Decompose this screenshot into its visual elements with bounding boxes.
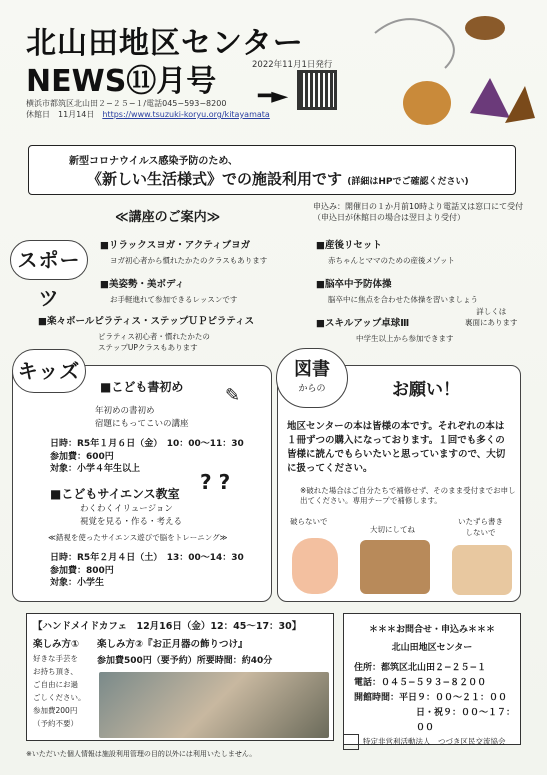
banner-line1: 新型コロナウイルス感染予防のため、	[69, 156, 238, 167]
contact-phone: 電話：０４５−５９３−８２００	[354, 678, 487, 688]
library-label	[276, 348, 348, 408]
apply-note-1: 申込み：開催日の１か月前10時より電話又は窓口にて受付	[313, 202, 524, 211]
course-desc: 中学生以上から参加できます	[356, 334, 454, 343]
newsletter-title: 北山田地区センター	[26, 26, 304, 61]
event-desc: ≪錯視を使ったサイエンス遊びで脳をトレーニング≫	[48, 533, 228, 542]
contact-hours: 開館時間：平日９：００〜２１：００	[354, 693, 508, 703]
library-caption: 大切にしてね	[370, 525, 415, 534]
part1-desc: 好きな手芸を お持ち頂き、 ご自由にお過 ごしください。 参加費200円 （予約不要）	[33, 654, 86, 728]
library-caption: いたずら書き しないで	[458, 517, 503, 537]
sports-label: スポーツ	[10, 240, 88, 280]
sports-left-list-3	[38, 313, 318, 353]
kids-event1-desc	[95, 405, 189, 430]
covid-banner	[28, 145, 516, 195]
apply-note	[313, 201, 523, 223]
event-desc: 宿題にもってこいの講座	[95, 418, 189, 429]
banner-note: (詳細はHPでご確認ください)	[347, 177, 469, 187]
kids-label: キッズ	[12, 349, 86, 393]
course-name: ■リラックスヨガ・アクティブヨガ	[100, 240, 251, 251]
brush-icon: ✎	[225, 385, 241, 406]
child-reading-illustration	[292, 538, 338, 594]
part2-fee: 参加費500円（要予約）所要時間：約40分	[97, 656, 273, 666]
library-notice: ※破れた場合はご自分たちで補修せず、そのまま受付までお申し出てください。専用テープで補修します。	[300, 486, 516, 505]
details-note: 詳しくは 裏面にあります	[465, 307, 518, 327]
course-name: ■楽々ボールピラティス・ステップＵＰピラティス	[38, 316, 255, 327]
kids-event1	[100, 378, 270, 395]
part2-name: 『お正月器の飾りつけ』	[143, 639, 248, 650]
course-name: ■スキルアップ卓球Ⅲ	[316, 318, 410, 329]
contact-name: 北山田地区センター	[391, 643, 473, 653]
kids-event2-info	[50, 552, 244, 590]
course-name: ■美姿勢・美ボディ	[100, 279, 185, 290]
library-heading: お願い！	[392, 380, 460, 400]
banner-main: 《新しい生活様式》での施設利用です	[87, 170, 343, 188]
event-title: ■こども書初め	[100, 380, 184, 394]
event-desc: 年初めの書初め	[95, 406, 155, 416]
crying-book-illustration	[360, 540, 430, 594]
cafe-title: 【ハンドメイドカフェ 12月16日（金）12：45〜17：30】	[33, 621, 302, 632]
event-target: 対象：小学生	[50, 578, 105, 588]
event-title: ■こどもサイエンス教室	[50, 487, 180, 501]
org-logo-icon	[343, 734, 359, 750]
header-address	[26, 98, 270, 120]
course-desc: 脳卒中に焦点を合わせた体操を習いましょう	[328, 295, 478, 304]
qr-code[interactable]	[297, 70, 337, 110]
banner-line2	[87, 168, 469, 189]
course-name: ■産後リセット	[316, 240, 382, 251]
contact-details	[354, 661, 520, 736]
event-fee: 参加費：600円	[50, 451, 114, 462]
course-desc: ヨガ初心者から慣れたかたのクラスもあります	[110, 256, 268, 265]
arrow-right-icon: ━►	[258, 84, 289, 109]
child-writing-illustration	[452, 545, 512, 595]
event-date: 日時：R5年１月６日（金） 10：00〜11：30	[50, 439, 244, 449]
issue-title: NEWS⑪月号	[26, 64, 217, 99]
contact-address: 住所：都筑区北山田２−２５−１	[354, 663, 487, 673]
cafe-part1	[33, 636, 86, 730]
event-desc: わくわくイリュージョン	[80, 504, 173, 514]
closed-day: 休館日 11月14日	[26, 110, 95, 119]
sports-left-list	[100, 237, 310, 315]
library-label-top: 図書	[294, 359, 330, 380]
issue-date: 2022年11月1日発行	[252, 60, 333, 70]
contact-hours-weekend: 日・祝９：００〜１７：００	[416, 708, 516, 733]
contact-title: ＊＊＊お問合せ・申込み＊＊＊	[368, 625, 495, 635]
course-desc: ピラティス初心者・慣れたかたの ステップUPクラスもあります	[98, 332, 210, 352]
part1-title: 楽しみ方①	[33, 639, 80, 650]
kids-event2-desc	[80, 503, 182, 528]
apply-note-2: （申込日が休館日の場合は翌日より受付）	[313, 213, 465, 222]
event-target: 対象：小学４年生以上	[50, 464, 141, 474]
question-mark-icon: ? ?	[200, 470, 231, 494]
courses-heading: ≪講座のご案内≫	[115, 210, 221, 225]
footer-org	[343, 734, 506, 750]
address-text: 横浜市都筑区北山田２−２５−１/電話045−593−8200	[26, 99, 227, 108]
privacy-note: ※いただいた個人情報は施設利用管理の目的以外には利用いたしません。	[26, 750, 257, 758]
website-link[interactable]: https://www.tsuzuki-koryu.org/kitayamata	[102, 110, 270, 119]
library-label-bottom: からの	[298, 384, 326, 394]
handmade-cafe-box	[26, 613, 334, 741]
course-desc: 赤ちゃんとママのための産後メゾット	[328, 256, 455, 265]
org-name: 特定非営利活動法人 つづき区民交流協会	[363, 737, 506, 746]
contact-box	[343, 613, 521, 745]
event-date: 日時：R5年２月４日（土） 13：00〜14：30	[50, 553, 244, 563]
course-name: ■脳卒中予防体操	[316, 279, 392, 290]
cafe-part2	[97, 636, 272, 666]
course-desc: お手軽進れて参加できるレッスンです	[110, 295, 238, 304]
event-fee: 参加費：800円	[50, 565, 114, 576]
decorative-illustration	[365, 8, 540, 133]
part2-title: 楽しみ方②	[97, 639, 144, 650]
library-body: 地区センターの本は皆様の本です。それぞれの本は１冊ずつの購入になっております。１回でも多くの皆様に読んでもらいたいと思っていますので、大切に扱ってください。	[287, 421, 506, 474]
craft-photo	[99, 672, 329, 738]
library-caption: 破らないで	[290, 517, 328, 526]
event-desc: 視覚を見る・作る・考える	[80, 516, 183, 527]
